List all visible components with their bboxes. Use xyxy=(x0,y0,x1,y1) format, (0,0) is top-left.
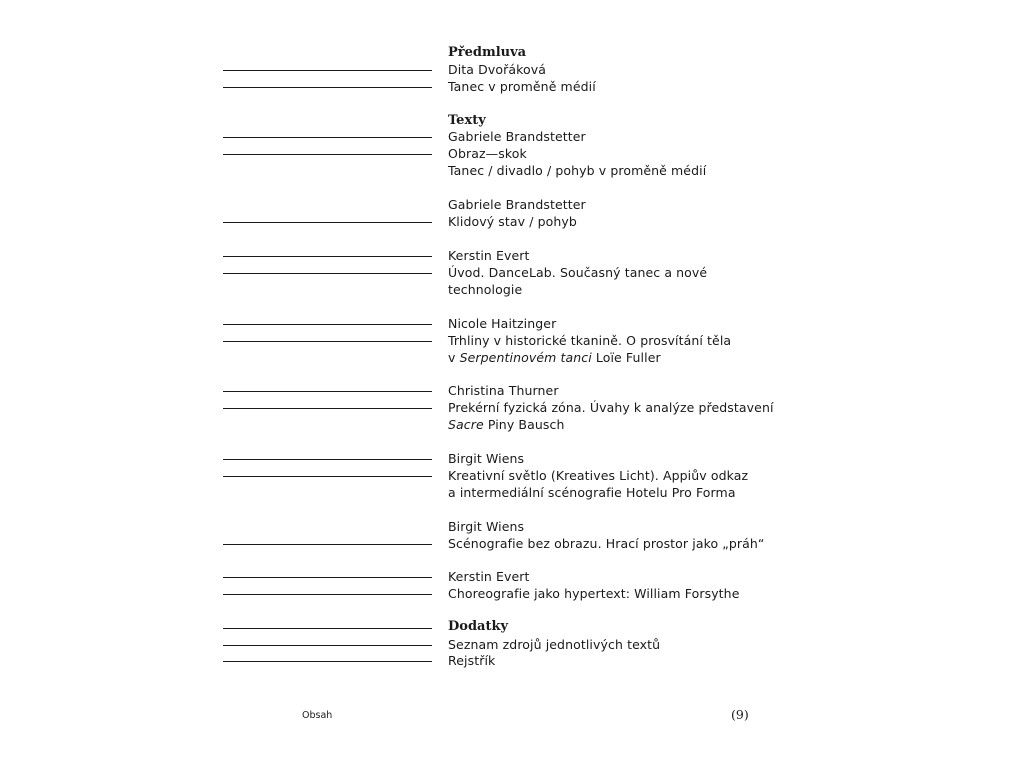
toc-title: Kreativní světlo (Kreatives Licht). Appiův odkaz xyxy=(448,468,749,483)
toc-rule xyxy=(223,70,432,71)
toc-title: Trhliny v historické tkanině. O prosvítání těla xyxy=(448,333,732,348)
toc-author: Birgit Wiens xyxy=(448,451,525,466)
section-heading-texty: Texty xyxy=(448,113,486,128)
toc-italic-title: Sacre xyxy=(448,417,484,432)
toc-rule xyxy=(223,256,432,257)
toc-rule xyxy=(223,577,432,578)
toc-rule xyxy=(223,628,432,629)
toc-item: Seznam zdrojů jednotlivých textů xyxy=(448,637,661,652)
toc-title: Prekérní fyzická zóna. Úvahy k analýze představení xyxy=(448,400,774,415)
toc-author: Birgit Wiens xyxy=(448,519,525,534)
toc-title: Klidový stav / pohyb xyxy=(448,214,577,229)
running-footer-label: Obsah xyxy=(302,710,333,721)
toc-rule xyxy=(223,661,432,662)
toc-title: Tanec v proměně médií xyxy=(448,79,596,94)
toc-author: Kerstin Evert xyxy=(448,569,530,584)
toc-author: Christina Thurner xyxy=(448,383,559,398)
toc-title: Obraz—skok xyxy=(448,146,527,161)
toc-rule xyxy=(223,544,432,545)
toc-title: Úvod. DanceLab. Současný tanec a nové xyxy=(448,265,708,280)
toc-title: Choreografie jako hypertext: William Forsythe xyxy=(448,586,740,601)
toc-rule xyxy=(223,222,432,223)
toc-italic-title: Serpentinovém tanci xyxy=(459,350,592,365)
toc-rule xyxy=(223,273,432,274)
toc-rule xyxy=(223,476,432,477)
toc-rule xyxy=(223,324,432,325)
toc-title-continued: technologie xyxy=(448,282,523,297)
toc-rule xyxy=(223,645,432,646)
toc-rule xyxy=(223,594,432,595)
toc-rule xyxy=(223,341,432,342)
toc-title-continued xyxy=(448,416,564,433)
toc-item: Rejstřík xyxy=(448,653,496,668)
toc-rule xyxy=(223,459,432,460)
toc-author: Gabriele Brandstetter xyxy=(448,129,586,144)
toc-rule xyxy=(223,408,432,409)
toc-author: Kerstin Evert xyxy=(448,248,530,263)
toc-title: Scénografie bez obrazu. Hrací prostor jako „práh“ xyxy=(448,536,765,551)
toc-author: Gabriele Brandstetter xyxy=(448,197,586,212)
toc-text-segment: Loïe Fuller xyxy=(591,350,661,365)
toc-rule xyxy=(223,87,432,88)
toc-rule xyxy=(223,391,432,392)
toc-rule xyxy=(223,137,432,138)
page-number: (9) xyxy=(731,707,749,722)
toc-rule xyxy=(223,154,432,155)
toc-title-continued xyxy=(448,349,661,366)
toc-author: Dita Dvořáková xyxy=(448,62,547,77)
toc-text-segment: v xyxy=(448,350,460,365)
toc-author: Nicole Haitzinger xyxy=(448,316,557,331)
toc-text-segment: Piny Bausch xyxy=(483,417,565,432)
section-heading-dodatky: Dodatky xyxy=(448,619,509,634)
section-heading-predmluva: Předmluva xyxy=(448,45,527,60)
toc-title-continued: a intermediální scénografie Hotelu Pro Forma xyxy=(448,485,736,500)
toc-subtitle: Tanec / divadlo / pohyb v proměně médií xyxy=(448,163,707,178)
